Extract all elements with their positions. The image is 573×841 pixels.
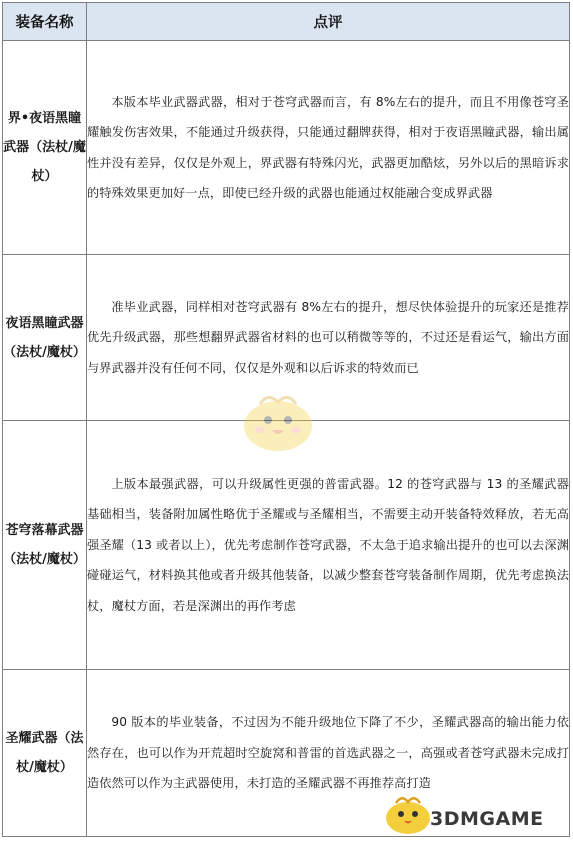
- column-header-review: 点评: [87, 3, 570, 41]
- table-row: [3, 421, 570, 670]
- equipment-name-cell: 圣耀武器（法杖/魔杖）: [3, 670, 87, 837]
- review-cell: [87, 255, 570, 421]
- review-cell: [87, 41, 570, 255]
- review-text: 上版本最强武器，可以升级属性更强的普雷武器。12 的苍穹武器与 13 的圣耀武器基础相当，装备附加属性略优于圣耀或与圣耀相当，不需要主动开装备特效释放，若无高强圣耀（13 或者以上），优先考虑制作苍穹武器，不太急于追求输出提升的也可以去深渊碰碰运气，材料换其他或者升级其他装备，以减少整套苍穹装备制作周期，优先考虑换法杖，魔杖方面，若是深渊出的再作考虑: [87, 476, 569, 613]
- column-header-equipment-name: 装备名称: [3, 3, 87, 41]
- table-header-row: [3, 3, 570, 41]
- chick-mascot-icon: [382, 790, 434, 836]
- table-row: [3, 41, 570, 255]
- review-text: 90 版本的毕业装备，不过因为不能升级地位下降了不少，圣耀武器高的输出能力依然存在，也可以作为开荒超时空旋窝和普雷的首选武器之一，高强或者苍穹武器未完成打造依然可以作为主武器使用，未打造的圣耀武器不再推荐高打造: [87, 715, 569, 791]
- review-cell: [87, 421, 570, 670]
- brand-watermark: 3DMGAME: [430, 808, 544, 830]
- equipment-name-cell: 苍穹落幕武器（法杖/魔杖）: [3, 421, 87, 670]
- equipment-name-cell: 夜语黑瞳武器（法杖/魔杖）: [3, 255, 87, 421]
- equipment-name-cell: 界•夜语黑瞳武器（法杖/魔杖）: [3, 41, 87, 255]
- review-text: 本版本毕业武器武器，相对于苍穹武器而言，有 8%左右的提升，而且不用像苍穹圣耀触发伤害效果，不能通过升级获得，只能通过翻牌获得，相对于夜语黑瞳武器，输出属性并没有差异，仅仅是外观上，界武器有特殊闪光，武器更加酷炫，另外以后的黑暗诉求的特殊效果更加好一点，即使已经升级的武器也能通过权能融合变成界武器: [87, 94, 569, 200]
- chick-mascot-icon: [238, 384, 318, 454]
- review-text: 准毕业武器，同样相对苍穹武器有 8%左右的提升，想尽快体验提升的玩家还是推荐优先升级武器，那些想翻界武器省材料的也可以稍微等等的，不过还是看运气，输出方面与界武器并没有任何不同，仅仅是外观和以后诉求的特效而已: [87, 299, 569, 375]
